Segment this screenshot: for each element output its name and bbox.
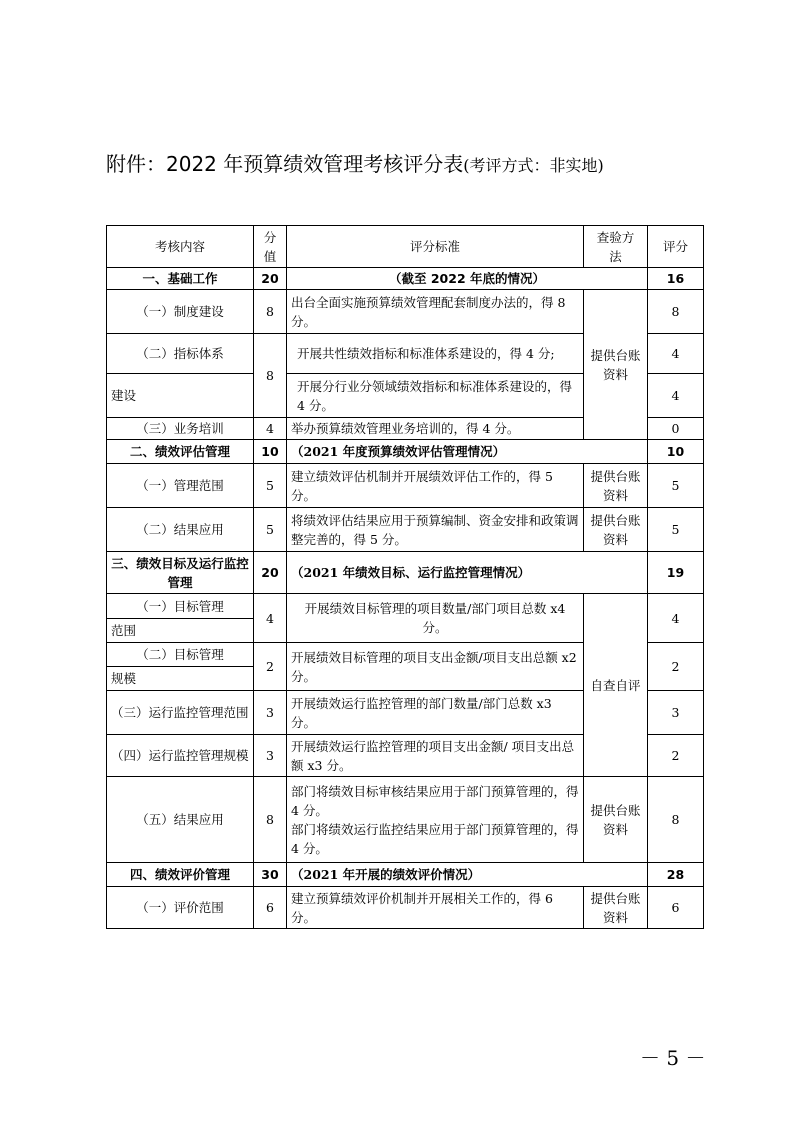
row-method: 提供台账资料 <box>584 290 648 440</box>
section-row <box>107 440 704 464</box>
row-content: 规模 <box>107 667 254 691</box>
row-method: 提供台账资料 <box>584 508 648 552</box>
section-points: 10 <box>254 440 287 464</box>
row-points: 3 <box>254 735 287 777</box>
section-score: 10 <box>648 440 704 464</box>
section-score: 16 <box>648 268 704 290</box>
row-score: 3 <box>648 691 704 735</box>
section-points: 20 <box>254 268 287 290</box>
criteria-line-1: 部门将绩效目标审核结果应用于部门预算管理的，得 4 分。 <box>291 783 579 818</box>
row-content: （一）评价范围 <box>107 887 254 929</box>
row-score: 2 <box>648 735 704 777</box>
row-points: 4 <box>254 418 287 440</box>
section-row <box>107 552 704 594</box>
row-criteria: 开展分行业分领域绩效指标和标准体系建设的，得 4 分。 <box>287 374 584 418</box>
section-criteria: （截至 2022 年底的情况） <box>287 268 648 290</box>
row-method: 提供台账资料 <box>584 777 648 863</box>
row-points: 5 <box>254 464 287 508</box>
row-method: 提供台账资料 <box>584 464 648 508</box>
criteria-line-2: 部门将绩效运行监控结果应用于部门预算管理的，得 4 分。 <box>291 821 579 856</box>
row-criteria: 建立绩效评估机制并开展绩效评估工作的，得 5 分。 <box>287 464 584 508</box>
row-criteria: 建立预算绩效评价机制并开展相关工作的，得 6 分。 <box>287 887 584 929</box>
section-name: 二、绩效评估管理 <box>107 440 254 464</box>
row-criteria: 开展绩效目标管理的项目数量/部门项目总数 x4 分。 <box>287 594 584 643</box>
row-criteria: 出台全面实施预算绩效管理配套制度办法的，得 8 分。 <box>287 290 584 334</box>
row-points: 8 <box>254 334 287 418</box>
table-header-row <box>107 226 704 268</box>
row-points: 2 <box>254 643 287 691</box>
header-score: 评分 <box>648 226 704 268</box>
row-content: （三）业务培训 <box>107 418 254 440</box>
row-content: （三）运行监控管理范围 <box>107 691 254 735</box>
table-row <box>107 508 704 552</box>
row-score: 4 <box>648 594 704 643</box>
section-criteria: （2021 年开展的绩效评价情况） <box>287 863 648 887</box>
row-points: 4 <box>254 594 287 643</box>
row-content: （二）指标体系 <box>107 334 254 374</box>
row-content: 范围 <box>107 619 254 643</box>
row-criteria: 开展共性绩效指标和标准体系建设的，得 4 分; <box>287 334 584 374</box>
header-criteria: 评分标准 <box>287 226 584 268</box>
table-row <box>107 290 704 334</box>
row-content: （五）结果应用 <box>107 777 254 863</box>
row-score: 6 <box>648 887 704 929</box>
row-score: 5 <box>648 464 704 508</box>
header-content: 考核内容 <box>107 226 254 268</box>
assessment-score-table <box>106 225 704 929</box>
row-criteria: 开展绩效运行监控管理的部门数量/部门总数 x3 分。 <box>287 691 584 735</box>
table-row <box>107 777 704 863</box>
row-score: 4 <box>648 334 704 374</box>
section-name: 一、基础工作 <box>107 268 254 290</box>
section-score: 19 <box>648 552 704 594</box>
header-method: 查验方 法 <box>584 226 648 268</box>
title-sub: (考评方式：非实地) <box>463 156 604 175</box>
row-score: 8 <box>648 777 704 863</box>
row-content: （一）管理范围 <box>107 464 254 508</box>
row-criteria <box>287 777 584 863</box>
section-name: 四、绩效评价管理 <box>107 863 254 887</box>
row-criteria: 将绩效评估结果应用于预算编制、资金安排和政策调整完善的，得 5 分。 <box>287 508 584 552</box>
row-score: 5 <box>648 508 704 552</box>
row-score: 2 <box>648 643 704 691</box>
row-content: （二）结果应用 <box>107 508 254 552</box>
section-score: 28 <box>648 863 704 887</box>
row-points: 3 <box>254 691 287 735</box>
page-number: － 5 － <box>640 1046 706 1070</box>
section-row <box>107 863 704 887</box>
row-criteria: 开展绩效运行监控管理的项目支出金额/ 项目支出总额 x3 分。 <box>287 735 584 777</box>
title-main: 附件：2022 年预算绩效管理考核评分表 <box>106 152 464 176</box>
row-criteria: 举办预算绩效管理业务培训的，得 4 分。 <box>287 418 584 440</box>
document-title <box>106 148 604 177</box>
header-points: 分 值 <box>254 226 287 268</box>
row-content: 建设 <box>107 374 254 418</box>
row-content: （二）目标管理 <box>107 643 254 667</box>
section-points: 30 <box>254 863 287 887</box>
row-score: 4 <box>648 374 704 418</box>
section-name: 三、绩效目标及运行监控管理 <box>107 552 254 594</box>
row-content: （一）目标管理 <box>107 594 254 619</box>
row-points: 6 <box>254 887 287 929</box>
row-score: 0 <box>648 418 704 440</box>
row-score: 8 <box>648 290 704 334</box>
row-points: 8 <box>254 777 287 863</box>
row-points: 8 <box>254 290 287 334</box>
table-row <box>107 464 704 508</box>
row-content: （四）运行监控管理规模 <box>107 735 254 777</box>
table-row <box>107 594 704 619</box>
table-row <box>107 887 704 929</box>
row-criteria: 开展绩效目标管理的项目支出金额/项目支出总额 x2 分。 <box>287 643 584 691</box>
row-content: （一）制度建设 <box>107 290 254 334</box>
section-row <box>107 268 704 290</box>
section-criteria: （2021 年度预算绩效评估管理情况） <box>287 440 648 464</box>
row-method: 自查自评 <box>584 594 648 777</box>
row-points: 5 <box>254 508 287 552</box>
section-criteria: （2021 年绩效目标、运行监控管理情况） <box>287 552 648 594</box>
row-method: 提供台账资料 <box>584 887 648 929</box>
section-points: 20 <box>254 552 287 594</box>
